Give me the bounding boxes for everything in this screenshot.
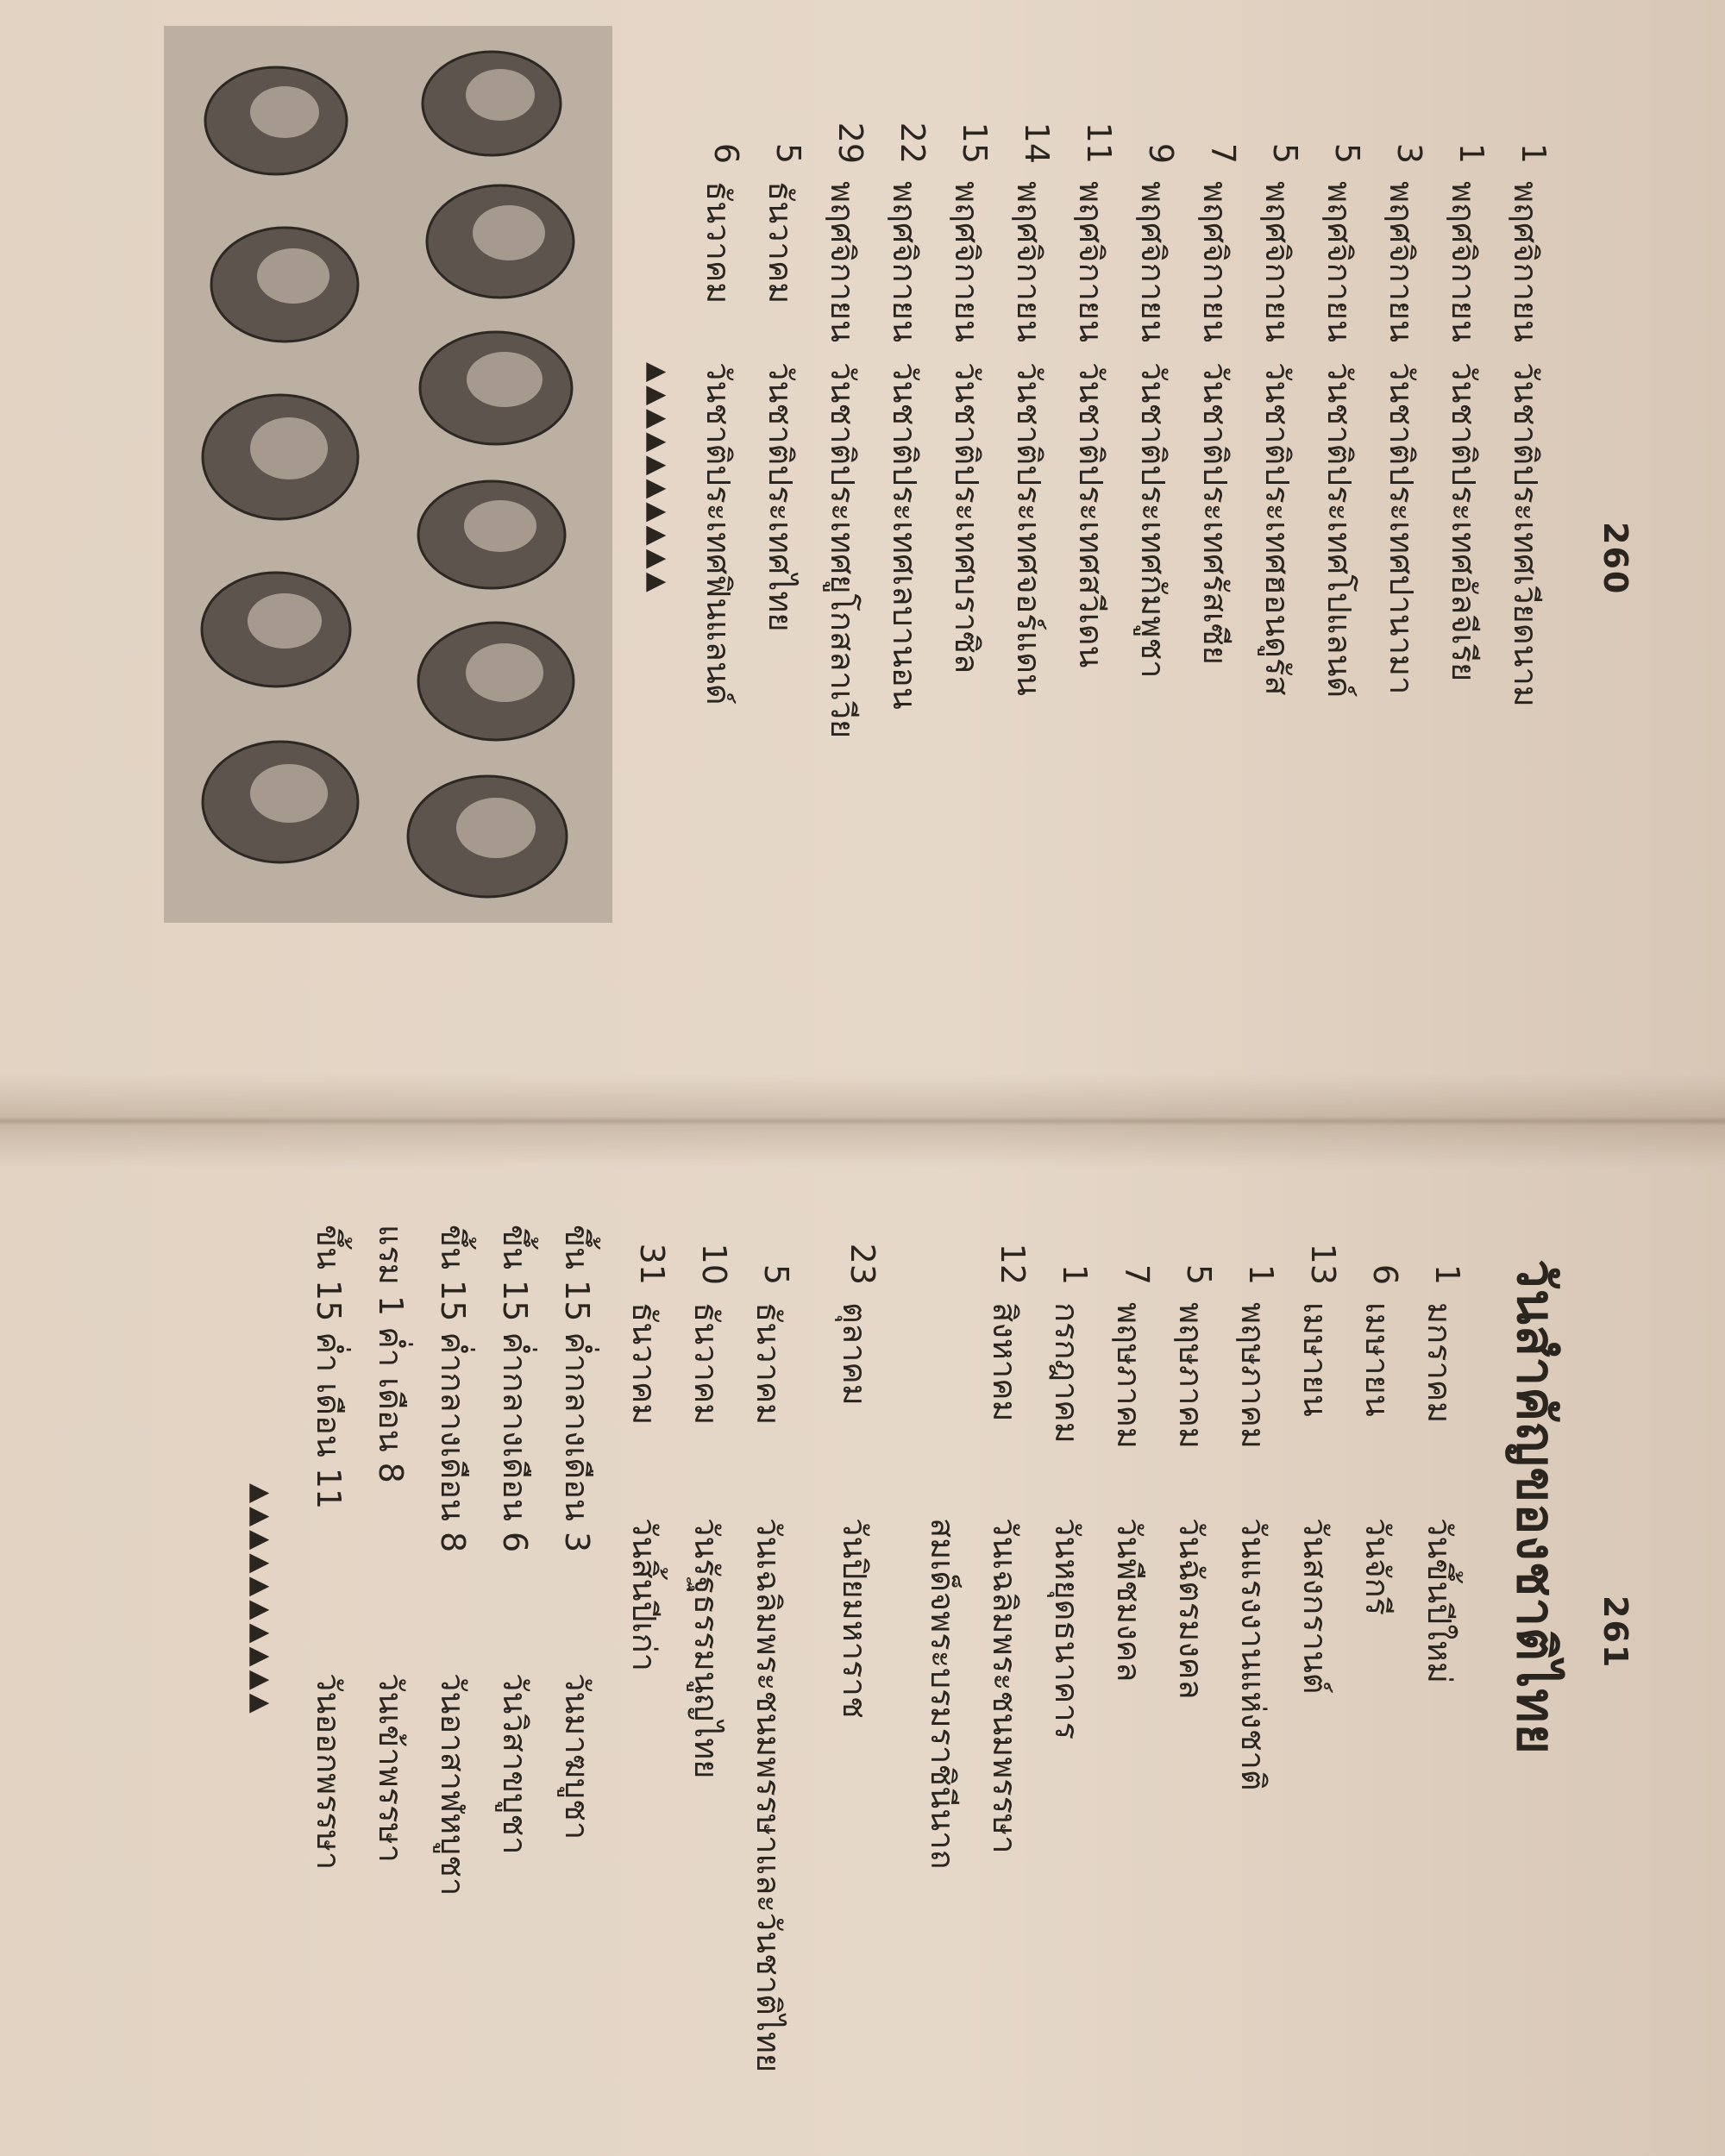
page-title: วันสำคัญของชาติไทย (1505, 1259, 1565, 1755)
page-261: 261 วันสำคัญของชาติไทย 1 มกราคม วันขึ้นปีใหม่ 6 เมษายน วันจักรี 13 เมษายน วันสงกรานต์ 1 พฤษภาคม วันแรงงานแห่งชาติ 5 พฤษภาคม วันฉัตรมงคล 7 พฤษภาคม วันพืชมงคล 1 กรกฎาคม วันหยุดธนาคาร 12 สิงหาคม วันเฉลิมพระชนมพรรษา สมเด็จพระบรมราชินีนาถ 23 ตุลาคม วันปิยมหาราช 5 ธันวาคม วันเฉลิมพระชนมพรรษาและวันชาติไทย 10 ธันวาคม วันรัฐธรรมนูญไทย 31 ธันวาคม วันสิ้นปีเก่า ขึ้น 15 ค่ำกลางเดือน 3 วันมาฆบูชา ขึ้น 15 ค่ำกลางเดือน 6 วันวิสาขบูชา ขึ้น 15 ค่ำกลางเดือน 8 วันอาสาฬหบูชา แรม 1 ค่ำ เดือน 8 วันเข้าพรรษา ขึ้น 15 ค่ำ เดือน 11 วันออกพรรษา ▲▲▲▲▲▲▲▲▲▲ (246, 1225, 1634, 2073)
portrait-collage-image (164, 26, 612, 923)
page-number: 261 (1596, 1595, 1634, 1670)
triangle-divider: ▲▲▲▲▲▲▲▲▲▲ (246, 1483, 276, 1717)
page-260: 260 1 พฤศจิกายน วันชาติประเทศเวียดนาม 1 พฤศจิกายน วันชาติประเทศอัลจีเรีย 3 พฤศจิกายน วันชาติประเทศปานามา 5 พฤศจิกายน วันชาติประเทศโปแลนด์ 5 พฤศจิกายน วันชาติประเทศฮอนดูรัส 7 พฤศจิกายน วันชาติประเทศรัสเซีย 9 พฤศจิกายน วันชาติประเทศกัมพูชา 11 พฤศจิกายน วันชาติประเทศสวีเดน 14 พฤศจิกายน วันชาติประเทศจอร์แดน 15 พฤศจิกายน วันชาติประเทศบราซิล 22 พฤศจิกายน วันชาติประเทศเลบานอน 29 พฤศจิกายน วันชาติประเทศยูโกสลาเวีย 5 ธันวาคม วันชาติประเทศไทย 6 ธันวาคม วันชาติประเทศฟินแลนด์ ▲▲▲▲▲▲▲▲▲▲ (172, 103, 1552, 1095)
page-number: 260 (1596, 522, 1634, 596)
triangle-divider: ▲▲▲▲▲▲▲▲▲▲ (643, 362, 673, 596)
